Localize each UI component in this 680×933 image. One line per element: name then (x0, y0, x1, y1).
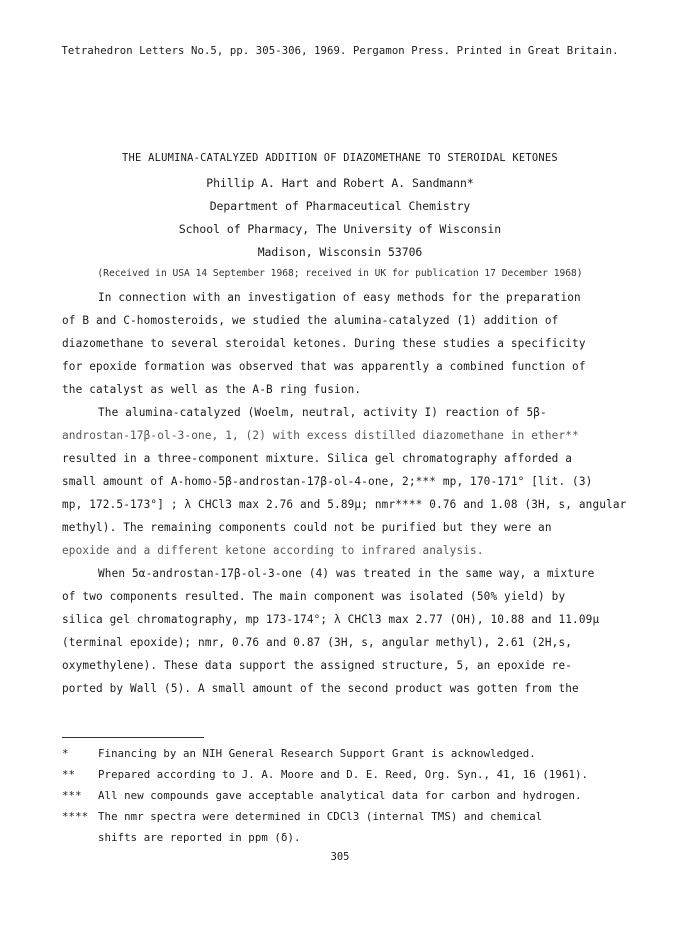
affiliation-department: Department of Pharmaceutical Chemistry (209, 199, 471, 213)
article-title: THE ALUMINA-CATALYZED ADDITION OF DIAZOMETHANE TO STEROIDAL KETONES (122, 152, 558, 164)
body-text-line: (terminal epoxide); nmr, 0.76 and 0.87 (3H, s, angular methyl), 2.61 (2H,s, (62, 636, 573, 649)
body-text-line: small amount of A-homo-5β-androstan-17β-ol-4-one, 2;*** mp, 170-171° [lit. (3) (62, 475, 593, 488)
affiliation-school: School of Pharmacy, The University of Wisconsin (178, 222, 502, 236)
body-text-line: oxymethylene). These data support the assigned structure, 5, an epoxide re- (62, 659, 573, 672)
footnote-text: The nmr spectra were determined in CDCl3 (internal TMS) and chemical (98, 810, 543, 823)
footnote (62, 768, 588, 781)
journal-header: Tetrahedron Letters No.5, pp. 305-306, 1969. Pergamon Press. Printed in Great Britain. (61, 45, 619, 57)
body-text-line: of two components resulted. The main component was isolated (50% yield) by (62, 590, 566, 603)
body-text-line: When 5α-androstan-17β-ol-3-one (4) was treated in the same way, a mixture (98, 567, 595, 580)
body-text-line: the catalyst as well as the A-B ring fusion. (62, 383, 362, 396)
body-text-line: mp, 172.5-173°] ; λ CHCl3 max 2.76 and 5.89μ; nmr**** 0.76 and 1.08 (3H, s, angular (62, 498, 627, 511)
body-text-line: androstan-17β-ol-3-one, 1, (2) with excess distilled diazomethane in ether** (62, 429, 579, 442)
footnote-mark: **** (62, 810, 89, 823)
footnote (62, 831, 301, 844)
body-text-line: epoxide and a different ketone according to infrared analysis. (62, 544, 484, 557)
body-text-line: In connection with an investigation of easy methods for the preparation (98, 291, 581, 304)
received-dates: (Received in USA 14 September 1968; received in UK for publication 17 December 1968) (97, 268, 583, 279)
footnote-mark: ** (62, 768, 76, 781)
body-text-line: resulted in a three-component mixture. Silica gel chromatography afforded a (62, 452, 573, 465)
body-text-line: methyl). The remaining components could not be purified but they were an (62, 521, 552, 534)
footnote (62, 747, 536, 760)
body-text-line: The alumina-catalyzed (Woelm, neutral, activity I) reaction of 5β- (98, 406, 547, 419)
body-text-line: of B and C-homosteroids, we studied the alumina-catalyzed (1) addition of (62, 314, 559, 327)
page-number: 305 (330, 851, 350, 863)
body-text-line: silica gel chromatography, mp 173-174°; λ CHCl3 max 2.77 (OH), 10.88 and 11.09μ (62, 613, 600, 626)
footnote-mark: *** (62, 789, 82, 802)
footnote-mark: * (62, 747, 69, 760)
footnote-divider (62, 737, 204, 738)
body-text-line: ported by Wall (5). A small amount of the second product was gotten from the (62, 682, 579, 695)
affiliation-city: Madison, Wisconsin 53706 (257, 245, 423, 259)
footnote-text: Financing by an NIH General Research Support Grant is acknowledged. (98, 747, 536, 760)
footnote-text: Prepared according to J. A. Moore and D. E. Reed, Org. Syn., 41, 16 (1961). (98, 768, 589, 781)
author-line: Phillip A. Hart and Robert A. Sandmann* (206, 176, 474, 190)
footnote (62, 789, 582, 802)
body-text-line: diazomethane to several steroidal ketones. During these studies a specificity (62, 337, 586, 350)
footnote-text: All new compounds gave acceptable analytical data for carbon and hydrogen. (98, 789, 582, 802)
body-text-line: for epoxide formation was observed that was apparently a combined function of (62, 360, 586, 373)
footnote-text: shifts are reported in ppm (δ). (98, 831, 301, 844)
footnote (62, 810, 542, 823)
